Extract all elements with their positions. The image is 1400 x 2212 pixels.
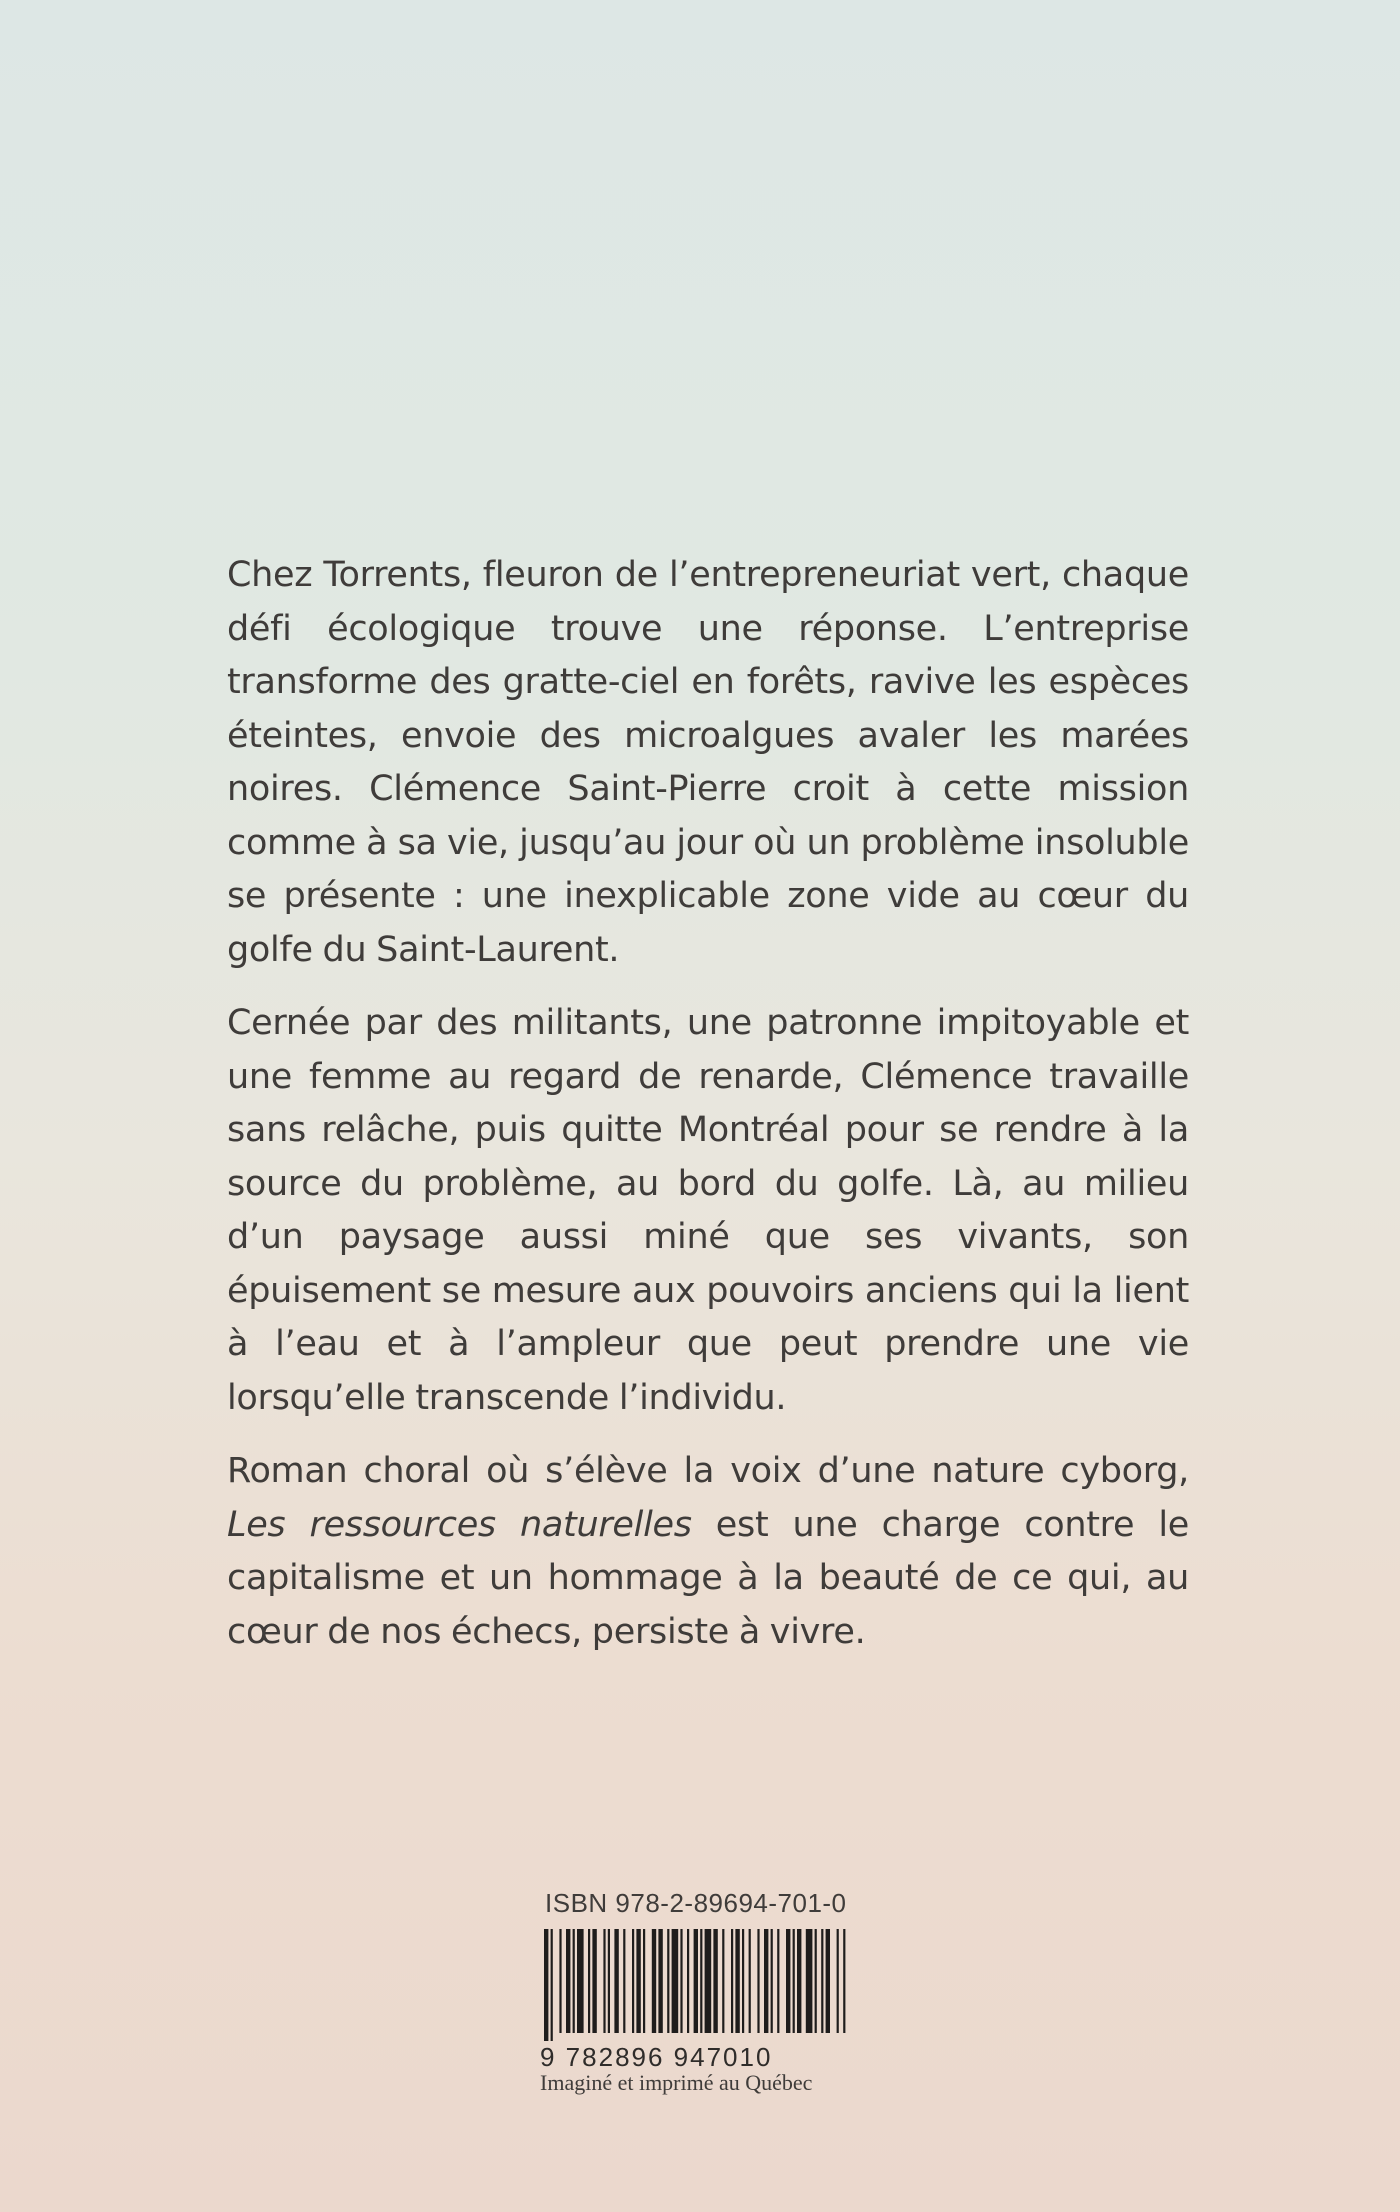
barcode-bar bbox=[577, 1929, 584, 2033]
isbn-label: ISBN 978-2-89694-701-0 bbox=[545, 1888, 847, 1918]
blurb-paragraph-3-end: est une charge contre le capitalisme et un hommage à la beauté de ce qui, au cœur de nos échecs, persiste à vivre. bbox=[227, 1504, 1190, 1652]
barcode-bar bbox=[588, 1929, 590, 2033]
barcode-bar bbox=[566, 1929, 570, 2033]
barcode-bar bbox=[694, 1929, 698, 2033]
blurb-paragraph-1: Chez Torrents, fleuron de l’entrepreneuriat vert, chaque défi écologique trouve une réponse. L’entreprise transforme des gratte-ciel en forêts, ravive les espèces éteintes, envoie des microalgues avaler les marées noires. Clémence Saint-Pierre croit à cette mission comme à sa vie, jusqu’au jour où un problème insoluble se présente : une inexplicable zone vide au cœur du golfe du Saint-Laurent. bbox=[227, 555, 1189, 970]
barcode-bar bbox=[777, 1929, 779, 2033]
barcode-bar bbox=[722, 1929, 724, 2033]
blurb-paragraph-3 bbox=[227, 1445, 1189, 1659]
barcode-bar bbox=[608, 1929, 610, 2033]
barcode-bar bbox=[826, 1929, 830, 2033]
barcode-bar bbox=[757, 1929, 759, 2033]
book-title-italic: Les ressources naturelles bbox=[227, 1504, 692, 1545]
isbn-block bbox=[540, 1888, 860, 2073]
barcode-bar bbox=[623, 1929, 625, 2033]
barcode-bar bbox=[705, 1929, 712, 2033]
barcode-bar bbox=[793, 1929, 795, 2033]
barcode-bar bbox=[592, 1929, 596, 2033]
barcode-bar bbox=[672, 1929, 679, 2033]
barcode-bar bbox=[544, 1929, 548, 2041]
barcode bbox=[540, 1929, 850, 2044]
barcode-bar bbox=[652, 1929, 656, 2033]
barcode-bar bbox=[749, 1929, 751, 2033]
barcode-bar bbox=[815, 1929, 817, 2033]
barcode-bar bbox=[806, 1929, 813, 2033]
barcode-digits: 9 782896 947010 bbox=[540, 2042, 773, 2072]
barcode-bar bbox=[667, 1929, 669, 2033]
blurb-paragraph-3-start: Roman choral où s’élève la voix d’une nature cyborg, bbox=[227, 1451, 1189, 1491]
barcode-bar bbox=[735, 1929, 739, 2033]
back-cover-blurb bbox=[227, 549, 1189, 1679]
barcode-bar bbox=[771, 1929, 773, 2033]
barcode-bar bbox=[614, 1929, 618, 2033]
barcode-bar bbox=[603, 1929, 605, 2033]
barcode-bar bbox=[573, 1929, 575, 2033]
imprint-note: Imaginé et imprimé au Québec bbox=[540, 2070, 813, 2095]
barcode-bar bbox=[837, 1929, 839, 2033]
barcode-bar bbox=[643, 1929, 645, 2033]
barcode-bar bbox=[632, 1929, 634, 2033]
barcode-bar bbox=[680, 1929, 682, 2033]
barcode-bar bbox=[700, 1929, 702, 2033]
barcode-bar bbox=[551, 1929, 553, 2041]
barcode-bar bbox=[821, 1929, 823, 2033]
barcode-bar bbox=[843, 1929, 845, 2033]
blurb-paragraph-2: Cernée par des militants, une patronne impitoyable et une femme au regard de renarde, Clémence travaille sans relâche, puis quitte Montréal pour se rendre à la source du problème, au bord du golfe. Là, au milieu d’un paysage aussi miné que ses vivants, son épuisement se mesure aux pouvoirs anciens qui la lient à l’eau et à l’ampleur que peut prendre une vie lorsqu’elle transcende l’individu. bbox=[227, 1003, 1189, 1418]
barcode-bar bbox=[797, 1929, 801, 2033]
barcode-bar bbox=[786, 1929, 790, 2033]
barcode-bar bbox=[731, 1929, 733, 2033]
barcode-bar bbox=[559, 1929, 561, 2033]
barcode-bar bbox=[658, 1929, 662, 2033]
barcode-bar bbox=[713, 1929, 717, 2033]
barcode-bar bbox=[636, 1929, 640, 2033]
barcode-bar bbox=[742, 1929, 744, 2033]
barcode-bar bbox=[764, 1929, 768, 2033]
barcode-bar bbox=[687, 1929, 689, 2033]
barcode-bars bbox=[540, 1929, 850, 2044]
